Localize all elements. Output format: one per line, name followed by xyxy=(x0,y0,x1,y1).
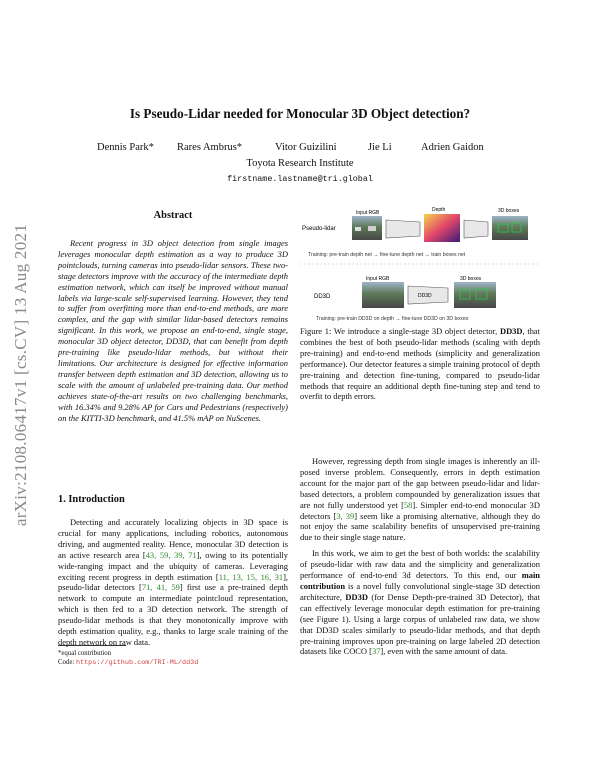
row2-net-label: DD3D xyxy=(418,293,432,299)
intro-body xyxy=(58,517,288,648)
footnotes xyxy=(58,649,288,668)
detector-label: 3D boxes xyxy=(498,208,520,214)
intro-heading: 1. Introduction xyxy=(58,494,125,505)
row2-output-label: 3D boxes xyxy=(460,276,482,282)
footnote-code: Code: https://github.com/TRI-ML/dd3d xyxy=(58,659,199,667)
citation-link[interactable]: 3, 39 xyxy=(336,510,355,521)
depth-net-icon xyxy=(386,220,420,238)
paper-title: Is Pseudo-Lidar needed for Monocular 3D Object detection? xyxy=(129,106,471,121)
row2-input-image xyxy=(362,282,404,308)
citation-link[interactable]: 58 xyxy=(403,499,413,510)
citation-link[interactable]: 43, 59, 39, 71 xyxy=(145,549,197,560)
depth-label: Depth xyxy=(432,207,446,213)
right-column-body xyxy=(300,456,540,662)
output-image xyxy=(492,216,528,240)
footnote-rule xyxy=(58,645,126,646)
body-paragraph: However, regressing depth from single images is inherently an ill-posed inverse problem. Consequently, errors in depth estimation account for the major part of the gap between pseudo-lidar and lidar-based detectors, a problem compounded by generalization issues that are not fully understood yet [58]. Simpler end-to-end monocular 3D detectors [3, 39] seem like a promising alternative, although they do not enjoy the same scalability benefits of unsupervised pre-training due to their single stage nature. xyxy=(300,456,541,543)
figure-1 xyxy=(300,200,540,324)
figure-row2-label: DD3D xyxy=(314,294,331,300)
author: Dennis Park* xyxy=(97,142,154,153)
body-paragraph: In this work, we aim to get the best of both worlds: the scalability of pseudo-lidar with raw data and the simplicity and generalization performance of end-to-end 3d detectors. To this end, our main contribution is a novel fully convolutional single-stage 3D detection architecture, DD3D (for Dense Depth-pre-trained 3D Detector), that can effectively leverage monocular depth estimation for pre-training (see Figure 1). Using a large corpus of unlabeled raw data, we show that DD3D scales similarly to pseudo-lidar methods, and that depth pre-training improves upon pre-training on large labeled 2D detection datasets like COCO [37], even with the same amount of data. xyxy=(300,548,540,657)
citation-link[interactable]: 37 xyxy=(371,646,381,657)
abstract-text: Recent progress in 3D object detection from single images leverages monocular depth estimation as a way to produce 3D pointclouds, turning cameras into pseudo-lidar sensors. These two-stage detectors improve with the accuracy of the intermediate depth estimation network, which can itself be improved without manual labels via large-scale self-supervised learning. However, they tend to suffer from overfitting more than end-to-end methods, are more complex, and the gap with similar lidar-based detectors remains significant. In this work, we propose an end-to-end, single stage, monocular 3D object detector, DD3D, that can benefit from depth pre-training like pseudo-lidar methods, but without their limitations. Our architecture is designed for effective information transfer between depth estimation and 3D detection, allowing us to scale with the amount of unlabeled pre-training data. Our method achieves state-of-the-art results on two challenging benchmarks, with 16.34% and 9.28% AP for Cars and Pedestrians (respectively) on the KITTI-3D benchmark, and 41.5% mAP on NuScenes. xyxy=(58,238,288,423)
citation-link[interactable]: 11, 13, 15, 16, 31 xyxy=(218,571,284,582)
row2-training-text: Training: pre-train DD3D on depth → fine-tune DD3D on 3D boxes xyxy=(316,316,469,322)
input-label: Input RGB xyxy=(356,210,380,216)
detector-net-icon xyxy=(464,220,488,238)
author-email: firstname.lastname@tri.global xyxy=(227,174,373,184)
author: Adrien Gaidon xyxy=(421,142,484,153)
footnote-equal-contribution: *equal contribution xyxy=(58,650,112,657)
figure-caption: Figure 1: We introduce a single-stage 3D object detector, DD3D, that combines the best of both pseudo-lidar methods (scaling with depth pre-training) and end-to-end methods (simplicity and generalization performance). Our detector features a simple training protocol of depth pre-training and detection fine-tuning, compared to pseudo-lidar methods that require an additional depth fine-tuning step and tend to overfit to depth errors. xyxy=(300,326,541,402)
arxiv-stamp: arXiv:2108.06417v1 [cs.CV] 13 Aug 2021 xyxy=(11,223,30,527)
figure-row1-label: Pseudo-lidar xyxy=(302,226,336,232)
row1-training-text: Training: pre-train depth net → fine-tune depth net → train boxes net xyxy=(308,252,466,258)
author: Rares Ambrus* xyxy=(177,142,243,153)
depth-map-image xyxy=(424,214,460,242)
author: Vitor Guizilini xyxy=(275,142,337,153)
code-link[interactable]: https://github.com/TRI-ML/dd3d xyxy=(75,659,199,667)
citation-link[interactable]: 71, 41, 59 xyxy=(141,582,180,593)
row2-input-label: Input RGB xyxy=(366,276,390,282)
abstract-body xyxy=(58,238,288,423)
abstract-heading: Abstract xyxy=(153,210,193,221)
institution: Toyota Research Institute xyxy=(246,158,354,169)
intro-paragraph: Detecting and accurately localizing objects in 3D space is crucial for many applications, including robotics, autonomous driving, and augmented reality. Hence, monocular 3D detection is an active research area [43, 59, 39, 71], owing to its potentially wide-ranging impact and the ubiquity of cameras. Leveraging exciting recent progress in depth estimation [11, 13, 15, 16, 31], pseudo-lidar detectors [71, 41, 59] first use a pre-trained depth network to compute an intermediate pointcloud representation, which is then fed to a 3D detection network. The strength of pseudo-lidar methods is that they monotonically improve with depth estimation quality, e.g., thanks to large scale training of the depth network on raw data. xyxy=(58,517,288,647)
author: Jie Li xyxy=(368,142,392,153)
